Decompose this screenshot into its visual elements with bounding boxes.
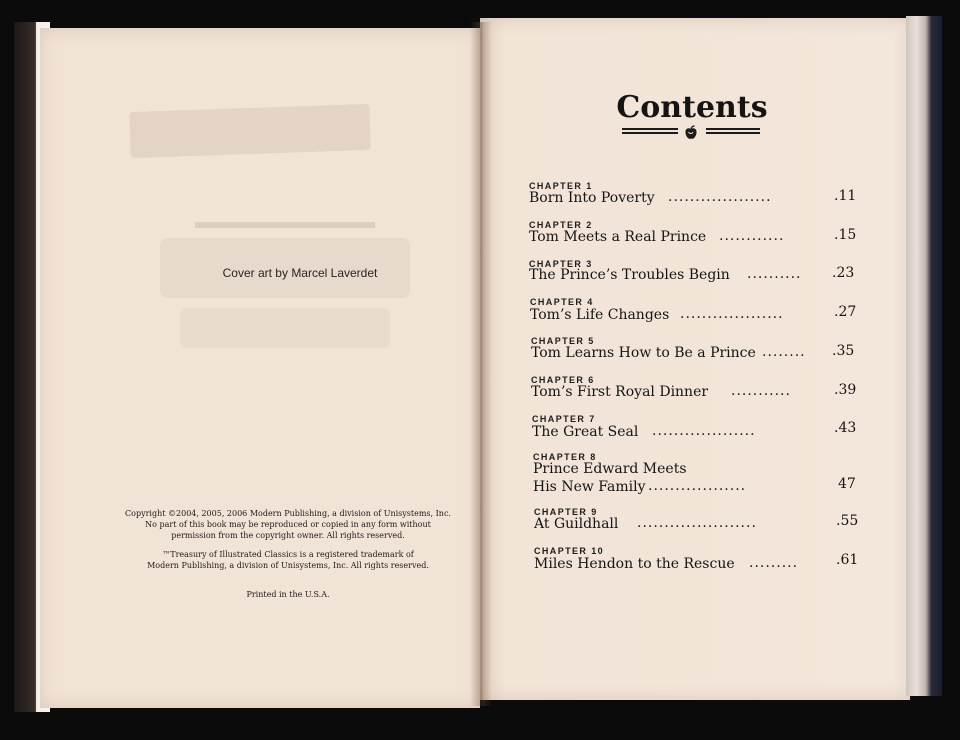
page-number: .11 <box>834 188 857 204</box>
chapter-title: Born Into Poverty <box>529 190 655 206</box>
page-stack-edge-right <box>906 16 942 696</box>
dot-leader: ........ <box>762 344 806 360</box>
contents-heading: Contents <box>616 90 768 125</box>
chapter-label: CHAPTER 4 <box>530 297 594 307</box>
chapter-title: Tom’s Life Changes <box>530 307 670 323</box>
dot-leader: ......... <box>749 555 799 571</box>
chapter-label: CHAPTER 6 <box>531 375 595 385</box>
chapter-title: Tom’s First Royal Dinner <box>531 384 709 400</box>
page-number: .15 <box>834 227 857 243</box>
page-number: .61 <box>836 552 859 568</box>
page-number: .43 <box>834 420 857 436</box>
copyright-line: permission from the copyright owner. All rights reserved. <box>171 531 405 540</box>
page-number: .27 <box>834 304 857 320</box>
trademark-line: ™Treasury of Illustrated Classics is a registered trademark of <box>162 550 414 559</box>
dot-leader: ................... <box>680 306 784 322</box>
copyright-line: No part of this book may be reproduced or copied in any form without <box>145 520 431 529</box>
chapter-label: CHAPTER 9 <box>534 507 598 517</box>
trademark-line: Modern Publishing, a division of Unisystems, Inc. All rights reserved. <box>147 561 429 570</box>
printed-in-usa: Printed in the U.S.A. <box>246 590 330 599</box>
apple-ornament-icon <box>683 125 699 141</box>
chapter-title: The Great Seal <box>532 424 639 440</box>
copyright-block <box>108 508 468 608</box>
dot-leader: .................. <box>648 478 747 494</box>
dot-leader: ................... <box>652 423 756 439</box>
chapter-label: CHAPTER 2 <box>529 220 593 230</box>
chapter-title-continued: His New Family <box>533 479 646 495</box>
page-number: .35 <box>832 343 855 359</box>
page-number: 47 <box>838 476 856 492</box>
copyright-line: Copyright ©2004, 2005, 2006 Modern Publishing, a division of Unisystems, Inc. <box>125 509 451 518</box>
dot-leader: .......... <box>747 266 802 282</box>
chapter-title: The Prince’s Troubles Begin <box>529 267 730 283</box>
chapter-title: At Guildhall <box>534 516 619 532</box>
show-through-title-graphic <box>150 170 420 348</box>
chapter-title: Tom Meets a Real Prince <box>529 229 707 245</box>
dot-leader: ...................... <box>637 515 757 531</box>
chapter-label: CHAPTER 5 <box>531 336 595 346</box>
chapter-label: CHAPTER 3 <box>529 259 593 269</box>
dot-leader: ........... <box>731 383 791 399</box>
chapter-title: Miles Hendon to the Rescue <box>534 556 735 572</box>
chapter-title: Tom Learns How to Be a Prince <box>531 345 756 361</box>
chapter-label: CHAPTER 10 <box>534 546 605 556</box>
chapter-label: CHAPTER 8 <box>533 452 597 462</box>
chapter-label: CHAPTER 7 <box>532 414 596 424</box>
dot-leader: ............ <box>719 228 785 244</box>
chapter-title: Prince Edward Meets <box>533 461 687 477</box>
cover-art-credit: Cover art by Marcel Laverdet <box>222 266 378 280</box>
chapter-label: CHAPTER 1 <box>529 181 593 191</box>
page-number: .55 <box>836 513 859 529</box>
heading-rule-right <box>706 128 760 130</box>
book-gutter <box>470 22 492 706</box>
heading-rule-left <box>622 128 678 130</box>
show-through-banner <box>129 104 370 158</box>
dot-leader: ................... <box>668 189 772 205</box>
page-number: .23 <box>832 265 855 281</box>
page-number: .39 <box>834 382 857 398</box>
